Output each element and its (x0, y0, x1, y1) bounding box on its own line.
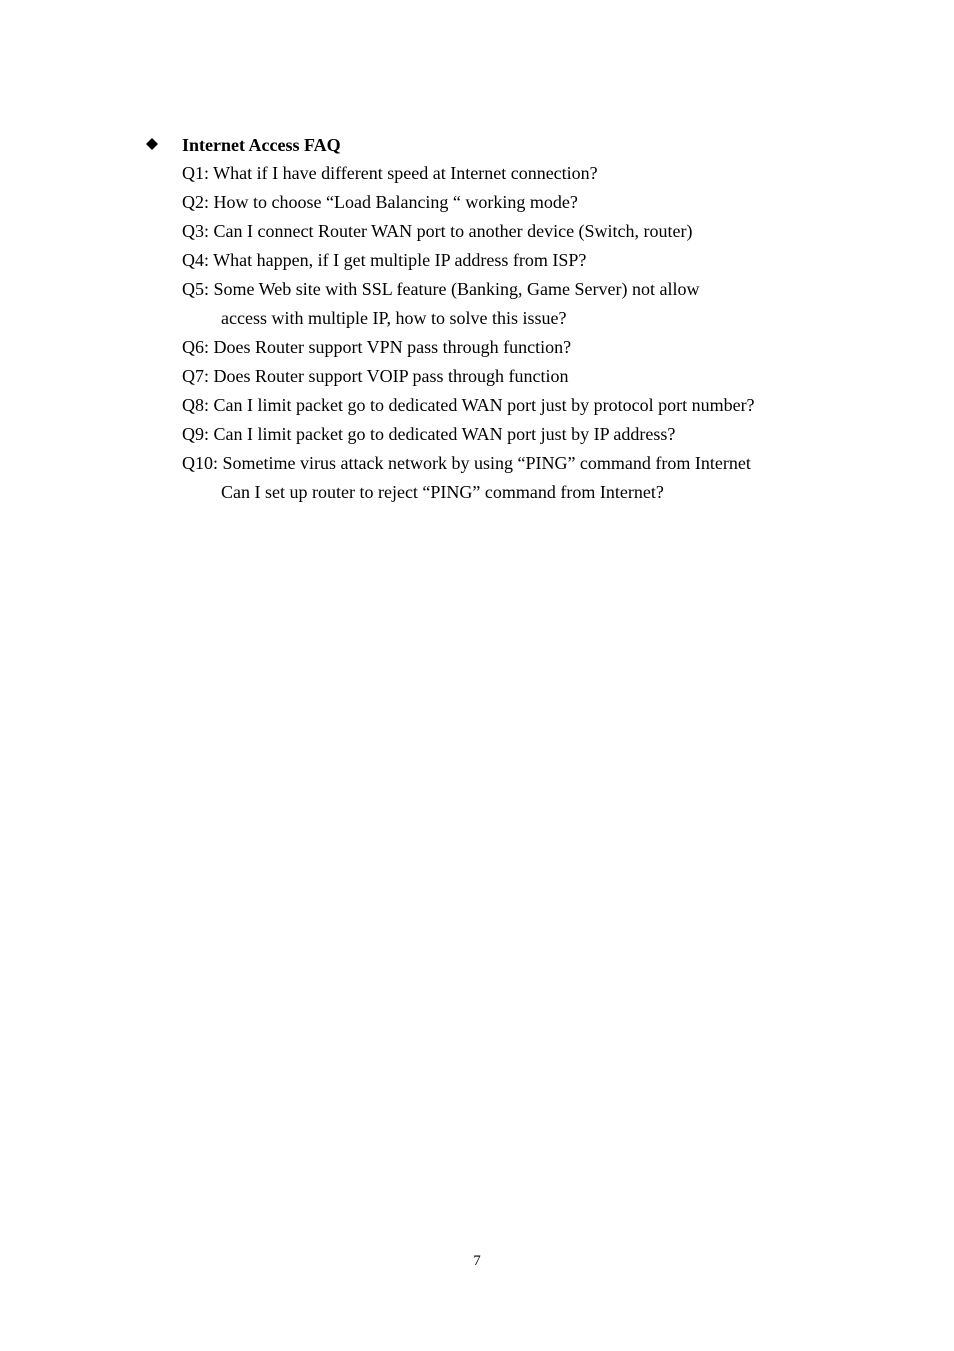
faq-line: Q1: What if I have different speed at Internet connection? (182, 163, 598, 183)
faq-item-q1 (182, 159, 755, 188)
faq-line: Q4: What happen, if I get multiple IP address from ISP? (182, 250, 587, 270)
faq-item-q8 (182, 391, 755, 420)
faq-line: Q5: Some Web site with SSL feature (Banking, Game Server) not allow (182, 279, 700, 299)
faq-item-q10 (182, 449, 755, 507)
page-number: 7 (473, 1253, 481, 1269)
faq-line: Q9: Can I limit packet go to dedicated WAN port just by IP address? (182, 424, 676, 444)
faq-item-q3 (182, 217, 755, 246)
faq-line-continuation: access with multiple IP, how to solve this issue? (221, 308, 567, 328)
faq-item-q2 (182, 188, 755, 217)
faq-line: Q10: Sometime virus attack network by using “PING” command from Internet (182, 453, 751, 473)
faq-item-q5 (182, 275, 755, 333)
faq-item-q9 (182, 420, 755, 449)
faq-item-q7 (182, 362, 755, 391)
faq-line: Q2: How to choose “Load Balancing “ working mode? (182, 192, 578, 212)
diamond-bullet-icon (146, 138, 158, 150)
faq-line-continuation: Can I set up router to reject “PING” command from Internet? (221, 482, 664, 502)
faq-line: Q8: Can I limit packet go to dedicated WAN port just by protocol port number? (182, 395, 755, 415)
faq-list (182, 159, 755, 507)
section-heading: Internet Access FAQ (182, 135, 341, 155)
faq-line: Q3: Can I connect Router WAN port to another device (Switch, router) (182, 221, 693, 241)
faq-item-q6 (182, 333, 755, 362)
faq-item-q4 (182, 246, 755, 275)
faq-line: Q7: Does Router support VOIP pass through function (182, 366, 569, 386)
faq-line: Q6: Does Router support VPN pass through function? (182, 337, 572, 357)
